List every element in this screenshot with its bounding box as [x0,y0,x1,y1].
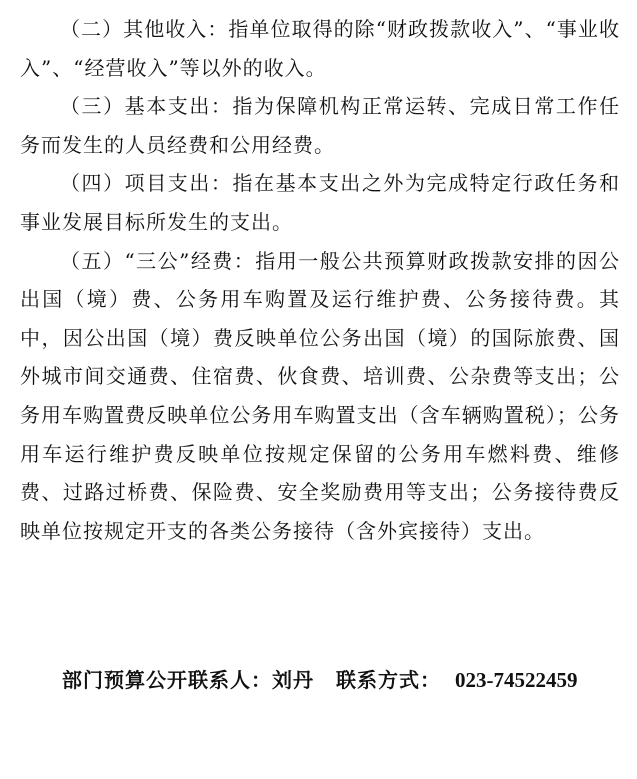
contact-person: 部门预算公开联系人：刘丹 [62,668,314,692]
document-body [20,10,620,550]
contact-phone: 023-74522459 [455,668,578,692]
contact-footer [62,664,578,693]
paragraph-project-expenditure: （四）项目支出：指在基本支出之外为完成特定行政任务和事业发展目标所发生的支出。 [20,171,620,234]
paragraph-other-income: （二）其他收入：指单位取得的除“财政拨款收入”、“事业收入”、“经营收入”等以外的收入。 [20,17,620,80]
contact-method-label: 联系方式： [336,668,441,692]
paragraph-three-public-expenses: （五）“三公”经费：指用一般公共预算财政拨款安排的因公出国（境）费、公务用车购置及运行维护费、公务接待费。其中，因公出国（境）费反映单位公务出国（境）的国际旅费、国外城市间交通费、住宿费、伙食费、培训费、公杂费等支出；公务用车购置费反映单位公务用车购置支出（含车辆购置税）；公务用车运行维护费反映单位按规定保留的公务用车燃料费、维修费、过路过桥费、保险费、安全奖励费用等支出；公务接待费反映单位按规定开支的各类公务接待（含外宾接待）支出。 [20,248,620,543]
paragraph-basic-expenditure: （三）基本支出：指为保障机构正常运转、完成日常工作任务而发生的人员经费和公用经费。 [20,94,620,157]
